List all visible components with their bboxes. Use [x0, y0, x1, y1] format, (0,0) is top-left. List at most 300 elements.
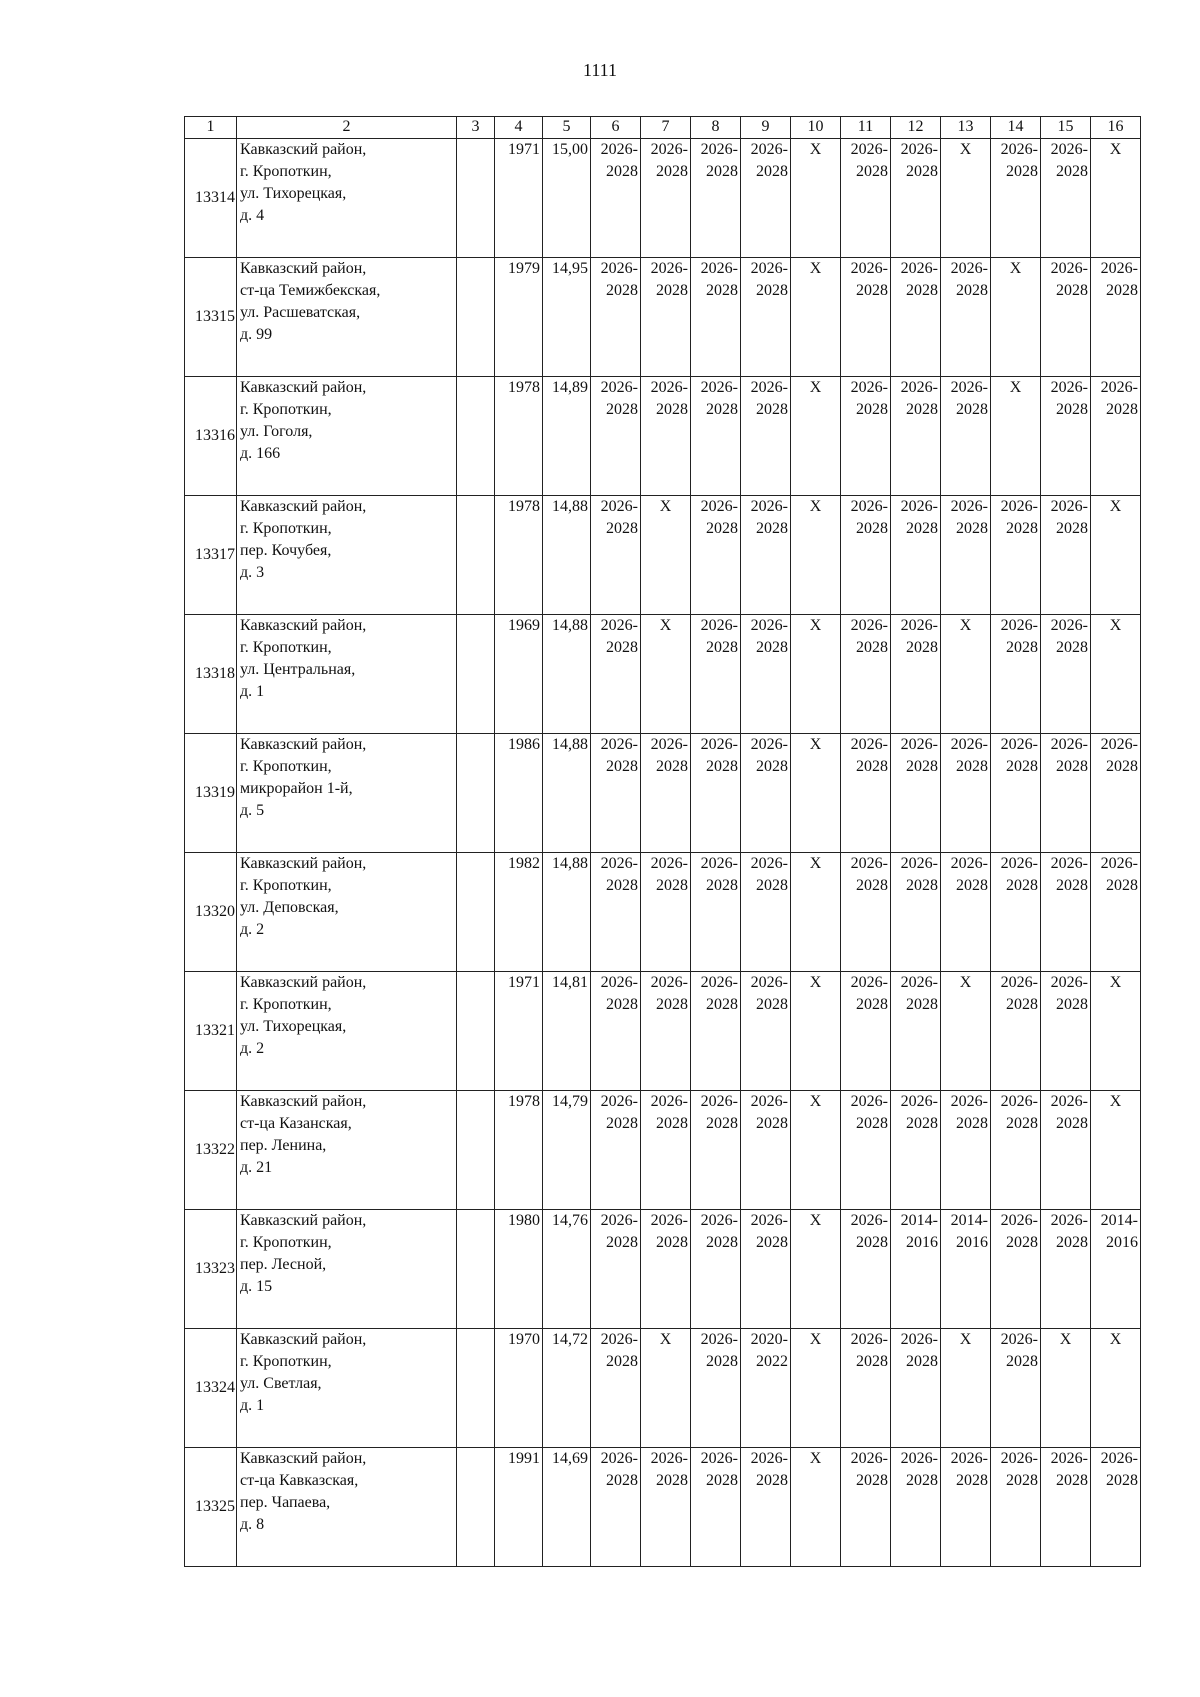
table-row	[185, 496, 1141, 615]
period-line: 2026-	[900, 855, 938, 872]
period-cell	[1041, 1448, 1091, 1567]
period-cell	[741, 258, 791, 377]
year-cell: 1980	[495, 1210, 543, 1329]
period-line: 2026-	[600, 498, 638, 515]
period-line: 2026-	[1000, 141, 1038, 158]
period-line: 2028	[956, 520, 988, 537]
period-line: 2028	[656, 163, 688, 180]
period-line: 2028	[906, 1353, 938, 1370]
address-line: ул. Расшеватская,	[240, 304, 361, 321]
period-line: 2026-	[950, 1093, 988, 1110]
mark-text: Х	[1109, 498, 1122, 515]
address-line: Кавказский район,	[240, 260, 367, 277]
mark-text: Х	[1059, 1331, 1072, 1348]
period-line: 2026-	[1050, 617, 1088, 634]
column-3-cell	[457, 258, 495, 377]
mark-text: Х	[1109, 974, 1122, 991]
period-line: 2026-	[900, 1093, 938, 1110]
period-line: 2028	[1056, 520, 1088, 537]
mark-text: Х	[959, 1331, 972, 1348]
period-line: 2026-	[750, 379, 788, 396]
period-line: 2026-	[1050, 379, 1088, 396]
period-cell	[891, 1091, 941, 1210]
mark-text: Х	[1009, 260, 1022, 277]
period-cell	[841, 1210, 891, 1329]
period-line: 2028	[706, 163, 738, 180]
mark-text: Х	[659, 498, 672, 515]
period-cell	[841, 734, 891, 853]
row-number: 13320	[185, 853, 237, 972]
mark-text: Х	[1109, 141, 1122, 158]
period-cell	[891, 853, 941, 972]
period-line: 2026-	[850, 855, 888, 872]
period-cell	[1041, 139, 1091, 258]
not-applicable-mark	[1091, 496, 1141, 615]
header-cell-8: 8	[691, 117, 741, 139]
period-line: 2028	[1006, 877, 1038, 894]
not-applicable-mark	[1091, 139, 1141, 258]
table-row	[185, 139, 1141, 258]
period-line: 2026-	[1000, 1450, 1038, 1467]
mark-text: Х	[659, 617, 672, 634]
mark-text: Х	[809, 379, 822, 396]
period-line: 2028	[606, 1234, 638, 1251]
not-applicable-mark	[1091, 1091, 1141, 1210]
not-applicable-mark	[791, 139, 841, 258]
period-line: 2026-	[950, 855, 988, 872]
header-cell-6: 6	[591, 117, 641, 139]
period-line: 2026-	[600, 617, 638, 634]
address-line: микрорайон 1-й,	[240, 780, 353, 797]
value-cell: 14,72	[543, 1329, 591, 1448]
period-line: 2026-	[600, 1331, 638, 1348]
period-line: 2028	[1006, 1234, 1038, 1251]
period-cell	[891, 734, 941, 853]
period-line: 2026-	[900, 379, 938, 396]
period-line: 2028	[956, 1472, 988, 1489]
period-line: 2026-	[750, 260, 788, 277]
mark-text: Х	[809, 260, 822, 277]
period-cell	[1091, 258, 1141, 377]
header-cell-3: 3	[457, 117, 495, 139]
period-line: 2026-	[850, 617, 888, 634]
year-cell: 1978	[495, 1091, 543, 1210]
period-line: 2028	[856, 877, 888, 894]
address-line: д. 15	[240, 1278, 273, 1295]
year-cell: 1991	[495, 1448, 543, 1567]
period-cell	[1041, 1091, 1091, 1210]
period-line: 2026-	[1050, 498, 1088, 515]
period-line: 2026-	[850, 1450, 888, 1467]
period-line: 2026-	[750, 974, 788, 991]
period-cell	[841, 258, 891, 377]
address-line: д. 2	[240, 921, 265, 938]
period-line: 2026-	[850, 736, 888, 753]
address-line: пер. Чапаева,	[240, 1494, 331, 1511]
period-cell	[941, 853, 991, 972]
year-cell: 1986	[495, 734, 543, 853]
period-cell	[841, 377, 891, 496]
period-line: 2026-	[1050, 736, 1088, 753]
period-line: 2028	[956, 282, 988, 299]
not-applicable-mark	[791, 972, 841, 1091]
period-line: 2028	[956, 1115, 988, 1132]
value-cell: 15,00	[543, 139, 591, 258]
period-line: 2028	[756, 282, 788, 299]
header-cell-12: 12	[891, 117, 941, 139]
period-line: 2028	[1006, 758, 1038, 775]
not-applicable-mark	[791, 1210, 841, 1329]
period-cell	[591, 496, 641, 615]
mark-text: Х	[959, 141, 972, 158]
period-cell	[1041, 734, 1091, 853]
not-applicable-mark	[641, 615, 691, 734]
mark-text: Х	[1109, 617, 1122, 634]
row-number: 13321	[185, 972, 237, 1091]
period-line: 2026-	[1050, 974, 1088, 991]
period-line: 2026-	[650, 260, 688, 277]
period-line: 2026-	[600, 379, 638, 396]
not-applicable-mark	[1091, 615, 1141, 734]
period-cell	[1041, 496, 1091, 615]
address-line: Кавказский район,	[240, 617, 367, 634]
period-cell	[1041, 853, 1091, 972]
address-line: ст-ца Темижбекская,	[240, 282, 381, 299]
table-row	[185, 258, 1141, 377]
mark-text: Х	[659, 1331, 672, 1348]
column-3-cell	[457, 1091, 495, 1210]
value-cell: 14,69	[543, 1448, 591, 1567]
value-cell: 14,76	[543, 1210, 591, 1329]
period-cell	[641, 1091, 691, 1210]
address-line: д. 8	[240, 1516, 265, 1533]
header-cell-7: 7	[641, 117, 691, 139]
mark-text: Х	[809, 1331, 822, 1348]
period-line: 2026-	[1000, 1093, 1038, 1110]
row-number: 13324	[185, 1329, 237, 1448]
header-cell-11: 11	[841, 117, 891, 139]
period-cell	[1041, 1210, 1091, 1329]
period-line: 2026-	[950, 260, 988, 277]
column-3-cell	[457, 853, 495, 972]
period-line: 2028	[906, 520, 938, 537]
period-cell	[641, 1448, 691, 1567]
table-row	[185, 615, 1141, 734]
not-applicable-mark	[791, 1091, 841, 1210]
mark-text: Х	[809, 498, 822, 515]
period-cell	[841, 853, 891, 972]
row-number: 13325	[185, 1448, 237, 1567]
period-cell	[691, 853, 741, 972]
period-line: 2028	[756, 877, 788, 894]
period-line: 2026-	[750, 498, 788, 515]
period-line: 2028	[856, 639, 888, 656]
address-line: Кавказский район,	[240, 1331, 367, 1348]
period-line: 2026-	[850, 379, 888, 396]
period-cell	[741, 615, 791, 734]
period-line: 2026-	[950, 1450, 988, 1467]
mark-text: Х	[809, 617, 822, 634]
period-cell	[1091, 1210, 1141, 1329]
mark-text: Х	[959, 974, 972, 991]
period-line: 2026-	[900, 736, 938, 753]
period-cell	[1041, 377, 1091, 496]
period-line: 2028	[606, 282, 638, 299]
header-cell-2: 2	[237, 117, 457, 139]
not-applicable-mark	[791, 734, 841, 853]
period-line: 2026-	[1000, 498, 1038, 515]
period-cell	[891, 972, 941, 1091]
period-line: 2026-	[750, 1450, 788, 1467]
period-line: 2028	[856, 1115, 888, 1132]
not-applicable-mark	[641, 496, 691, 615]
period-line: 2026-	[650, 974, 688, 991]
period-line: 2026-	[1050, 141, 1088, 158]
period-line: 2028	[606, 1472, 638, 1489]
period-line: 2028	[706, 1115, 738, 1132]
address-cell	[237, 615, 457, 734]
address-line: г. Кропоткин,	[240, 877, 332, 894]
header-row	[185, 117, 1141, 139]
address-cell	[237, 972, 457, 1091]
period-cell	[1091, 377, 1141, 496]
period-cell	[741, 377, 791, 496]
table-row	[185, 734, 1141, 853]
period-line: 2026-	[650, 141, 688, 158]
address-line: г. Кропоткин,	[240, 996, 332, 1013]
mark-text: Х	[1109, 1331, 1122, 1348]
period-cell	[741, 853, 791, 972]
period-cell	[691, 1448, 741, 1567]
period-cell	[741, 1210, 791, 1329]
period-line: 2028	[706, 996, 738, 1013]
period-line: 2026-	[700, 617, 738, 634]
header-cell-5: 5	[543, 117, 591, 139]
period-line: 2026-	[750, 1212, 788, 1229]
period-line: 2026-	[1100, 260, 1138, 277]
period-cell	[841, 496, 891, 615]
period-line: 2028	[706, 1234, 738, 1251]
period-cell	[891, 139, 941, 258]
period-line: 2026-	[850, 141, 888, 158]
period-line: 2026-	[900, 974, 938, 991]
period-line: 2028	[906, 877, 938, 894]
period-line: 2028	[1056, 401, 1088, 418]
address-line: д. 4	[240, 207, 265, 224]
period-cell	[941, 1091, 991, 1210]
period-cell	[641, 734, 691, 853]
period-line: 2028	[856, 996, 888, 1013]
period-line: 2026-	[600, 141, 638, 158]
column-3-cell	[457, 734, 495, 853]
address-line: д. 1	[240, 683, 265, 700]
value-cell: 14,88	[543, 496, 591, 615]
year-cell: 1979	[495, 258, 543, 377]
column-3-cell	[457, 1329, 495, 1448]
period-line: 2028	[606, 1115, 638, 1132]
address-line: д. 2	[240, 1040, 265, 1057]
period-cell	[741, 139, 791, 258]
period-line: 2028	[606, 401, 638, 418]
period-line: 2028	[1006, 1115, 1038, 1132]
value-cell: 14,95	[543, 258, 591, 377]
period-line: 2028	[956, 401, 988, 418]
period-cell	[941, 1210, 991, 1329]
period-line: 2026-	[1000, 974, 1038, 991]
row-number: 13323	[185, 1210, 237, 1329]
not-applicable-mark	[791, 258, 841, 377]
period-line: 2026-	[1000, 1331, 1038, 1348]
table-row	[185, 377, 1141, 496]
period-line: 2026-	[700, 1450, 738, 1467]
period-cell	[741, 1448, 791, 1567]
period-cell	[891, 1210, 941, 1329]
period-cell	[841, 1091, 891, 1210]
table-row	[185, 1448, 1141, 1567]
period-line: 2026-	[750, 617, 788, 634]
period-cell	[741, 972, 791, 1091]
period-cell	[841, 615, 891, 734]
not-applicable-mark	[941, 1329, 991, 1448]
period-line: 2028	[656, 282, 688, 299]
period-line: 2028	[656, 877, 688, 894]
mark-text: Х	[809, 736, 822, 753]
period-line: 2028	[1006, 163, 1038, 180]
header-cell-13: 13	[941, 117, 991, 139]
period-line: 2028	[706, 282, 738, 299]
period-cell	[691, 1210, 741, 1329]
period-line: 2028	[756, 163, 788, 180]
not-applicable-mark	[941, 139, 991, 258]
year-cell: 1969	[495, 615, 543, 734]
period-line: 2028	[756, 996, 788, 1013]
period-line: 2016	[956, 1234, 988, 1251]
period-cell	[1091, 1448, 1141, 1567]
period-line: 2028	[606, 758, 638, 775]
period-cell	[991, 139, 1041, 258]
row-number: 13317	[185, 496, 237, 615]
period-cell	[841, 1329, 891, 1448]
period-line: 2028	[606, 163, 638, 180]
row-number: 13315	[185, 258, 237, 377]
period-cell	[691, 496, 741, 615]
period-line: 2014-	[900, 1212, 938, 1229]
period-cell	[591, 734, 641, 853]
mark-text: Х	[1009, 379, 1022, 396]
year-cell: 1971	[495, 139, 543, 258]
period-cell	[741, 1329, 791, 1448]
period-line: 2026-	[650, 1212, 688, 1229]
period-line: 2028	[856, 401, 888, 418]
header-cell-9: 9	[741, 117, 791, 139]
value-cell: 14,81	[543, 972, 591, 1091]
period-line: 2026-	[850, 1331, 888, 1348]
period-cell	[691, 972, 741, 1091]
period-cell	[991, 496, 1041, 615]
address-cell	[237, 496, 457, 615]
period-line: 2028	[1006, 520, 1038, 537]
period-cell	[691, 1329, 741, 1448]
period-line: 2026-	[950, 736, 988, 753]
address-cell	[237, 139, 457, 258]
address-line: Кавказский район,	[240, 141, 367, 158]
period-cell	[841, 972, 891, 1091]
period-line: 2026-	[900, 1331, 938, 1348]
row-number: 13319	[185, 734, 237, 853]
address-cell	[237, 853, 457, 972]
column-3-cell	[457, 615, 495, 734]
address-line: Кавказский район,	[240, 379, 367, 396]
period-line: 2026-	[700, 260, 738, 277]
address-cell	[237, 734, 457, 853]
period-cell	[991, 615, 1041, 734]
period-line: 2026-	[650, 379, 688, 396]
period-line: 2028	[906, 639, 938, 656]
register-table	[184, 116, 1141, 1567]
row-number: 13322	[185, 1091, 237, 1210]
address-line: Кавказский район,	[240, 974, 367, 991]
period-line: 2026-	[750, 736, 788, 753]
period-line: 2028	[856, 1472, 888, 1489]
column-3-cell	[457, 377, 495, 496]
header-cell-14: 14	[991, 117, 1041, 139]
period-line: 2016	[906, 1234, 938, 1251]
period-cell	[841, 1448, 891, 1567]
period-line: 2026-	[700, 1212, 738, 1229]
table-row	[185, 1091, 1141, 1210]
period-line: 2028	[856, 282, 888, 299]
period-line: 2028	[656, 1115, 688, 1132]
not-applicable-mark	[991, 377, 1041, 496]
address-line: Кавказский район,	[240, 855, 367, 872]
period-cell	[891, 615, 941, 734]
period-line: 2028	[656, 758, 688, 775]
year-cell: 1970	[495, 1329, 543, 1448]
period-line: 2028	[606, 1353, 638, 1370]
period-line: 2028	[856, 758, 888, 775]
period-cell	[891, 1329, 941, 1448]
address-line: д. 1	[240, 1397, 265, 1414]
row-number: 13318	[185, 615, 237, 734]
period-line: 2016	[1106, 1234, 1138, 1251]
period-cell	[1041, 615, 1091, 734]
period-line: 2026-	[900, 260, 938, 277]
period-line: 2026-	[850, 974, 888, 991]
period-line: 2026-	[600, 855, 638, 872]
period-line: 2028	[1056, 877, 1088, 894]
mark-text: Х	[809, 1212, 822, 1229]
period-cell	[641, 972, 691, 1091]
period-cell	[591, 1448, 641, 1567]
period-line: 2028	[856, 163, 888, 180]
period-line: 2026-	[1000, 617, 1038, 634]
period-line: 2026-	[650, 855, 688, 872]
period-line: 2028	[606, 877, 638, 894]
period-line: 2026-	[850, 260, 888, 277]
period-cell	[941, 377, 991, 496]
column-3-cell	[457, 972, 495, 1091]
period-line: 2028	[756, 758, 788, 775]
not-applicable-mark	[791, 496, 841, 615]
period-cell	[991, 734, 1041, 853]
period-line: 2026-	[600, 1450, 638, 1467]
address-line: г. Кропоткин,	[240, 163, 332, 180]
address-line: г. Кропоткин,	[240, 639, 332, 656]
column-3-cell	[457, 139, 495, 258]
address-line: ст-ца Казанская,	[240, 1115, 352, 1132]
address-cell	[237, 1210, 457, 1329]
period-line: 2028	[756, 1472, 788, 1489]
